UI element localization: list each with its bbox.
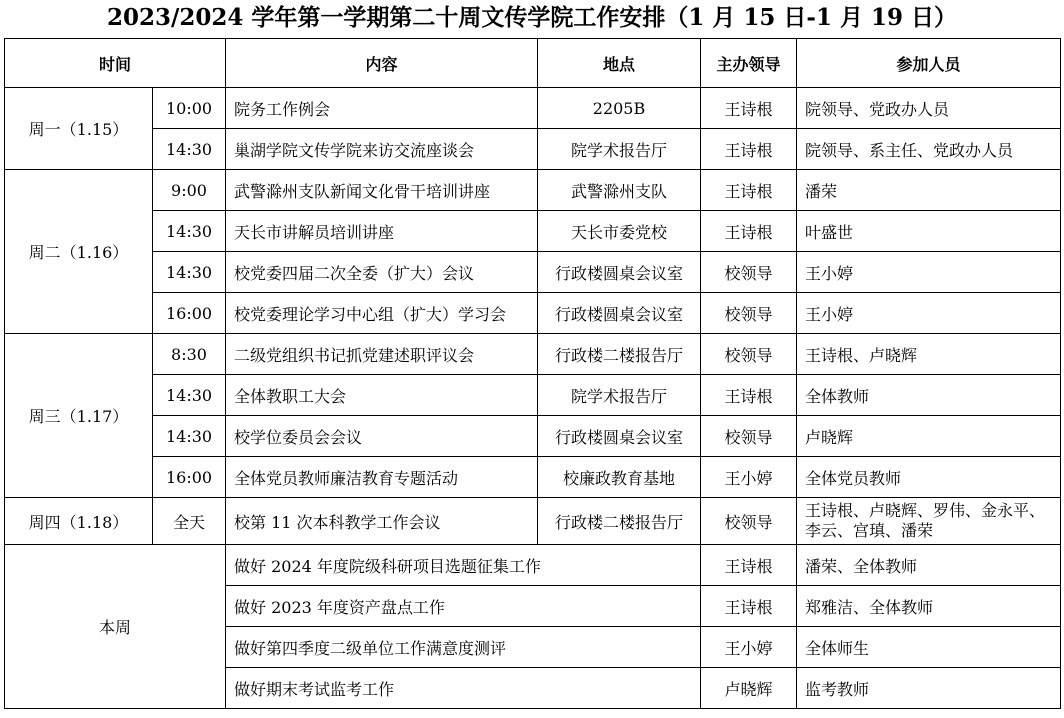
header-place: 地点 [538, 39, 701, 88]
content-cell: 全体教职工大会 [226, 375, 538, 416]
content-cell: 校党委理论学习中心组（扩大）学习会 [226, 293, 538, 334]
table-row [5, 293, 1061, 334]
attendees-cell: 监考教师 [797, 668, 1061, 709]
table-row [5, 252, 1061, 293]
header-time: 时间 [5, 39, 226, 88]
table-row [5, 375, 1061, 416]
day-label: 周三（1.17） [5, 334, 153, 498]
leader-cell: 校领导 [701, 334, 797, 375]
day-label: 周四（1.18） [5, 498, 153, 545]
table-row [5, 416, 1061, 457]
leader-cell: 王诗根 [701, 211, 797, 252]
table-row [5, 170, 1061, 211]
time-cell: 全天 [153, 498, 226, 545]
place-cell: 行政楼圆桌会议室 [538, 293, 701, 334]
place-cell: 行政楼圆桌会议室 [538, 416, 701, 457]
attendees-cell: 潘荣 [797, 170, 1061, 211]
header-row [5, 39, 1061, 88]
attendees-cell: 王小婷 [797, 293, 1061, 334]
attendees-cell: 叶盛世 [797, 211, 1061, 252]
attendees-cell: 院领导、党政办人员 [797, 88, 1061, 129]
place-cell: 天长市委党校 [538, 211, 701, 252]
time-cell: 9:00 [153, 170, 226, 211]
content-cell: 巢湖学院文传学院来访交流座谈会 [226, 129, 538, 170]
leader-cell: 王诗根 [701, 586, 797, 627]
leader-cell: 王诗根 [701, 545, 797, 586]
place-cell: 武警滁州支队 [538, 170, 701, 211]
leader-cell: 校领导 [701, 498, 797, 545]
leader-cell: 王诗根 [701, 129, 797, 170]
page-title: 2023/2024 学年第一学期第二十周文传学院工作安排（1 月 15 日-1 月 19 日） [106, 4, 958, 31]
place-cell: 2205B [538, 88, 701, 129]
content-cell: 武警滁州支队新闻文化骨干培训讲座 [226, 170, 538, 211]
header-leader: 主办领导 [701, 39, 797, 88]
attendees-cell: 王诗根、卢晓辉 [797, 334, 1061, 375]
content-cell: 院务工作例会 [226, 88, 538, 129]
leader-cell: 王诗根 [701, 170, 797, 211]
attendees-cell: 全体党员教师 [797, 457, 1061, 498]
time-cell: 16:00 [153, 293, 226, 334]
table-row [5, 545, 1061, 586]
content-cell: 天长市讲解员培训讲座 [226, 211, 538, 252]
place-cell: 校廉政教育基地 [538, 457, 701, 498]
content-cell: 校学位委员会会议 [226, 416, 538, 457]
time-cell: 16:00 [153, 457, 226, 498]
schedule-table [4, 38, 1061, 709]
content-cell: 做好第四季度二级单位工作满意度测评 [226, 627, 701, 668]
leader-cell: 校领导 [701, 416, 797, 457]
time-cell: 14:30 [153, 252, 226, 293]
content-cell: 二级党组织书记抓党建述职评议会 [226, 334, 538, 375]
day-label: 周二（1.16） [5, 170, 153, 334]
content-cell: 校第 11 次本科教学工作会议 [226, 498, 538, 545]
time-cell: 14:30 [153, 375, 226, 416]
time-cell: 10:00 [153, 88, 226, 129]
place-cell: 行政楼二楼报告厅 [538, 334, 701, 375]
attendees-cell: 王小婷 [797, 252, 1061, 293]
leader-cell: 王诗根 [701, 375, 797, 416]
attendees-cell: 潘荣、全体教师 [797, 545, 1061, 586]
header-content: 内容 [226, 39, 538, 88]
table-row [5, 334, 1061, 375]
table-row [5, 211, 1061, 252]
place-cell: 行政楼圆桌会议室 [538, 252, 701, 293]
content-cell: 做好 2024 年度院级科研项目选题征集工作 [226, 545, 701, 586]
attendees-cell: 全体师生 [797, 627, 1061, 668]
leader-cell: 校领导 [701, 252, 797, 293]
table-row [5, 498, 1061, 545]
place-cell: 院学术报告厅 [538, 375, 701, 416]
attendees-cell: 卢晓辉 [797, 416, 1061, 457]
leader-cell: 王小婷 [701, 457, 797, 498]
place-cell: 院学术报告厅 [538, 129, 701, 170]
leader-cell: 王诗根 [701, 88, 797, 129]
leader-cell: 校领导 [701, 293, 797, 334]
table-row [5, 129, 1061, 170]
content-cell: 做好 2023 年度资产盘点工作 [226, 586, 701, 627]
table-row [5, 457, 1061, 498]
content-cell: 做好期末考试监考工作 [226, 668, 701, 709]
attendees-cell: 郑雅洁、全体教师 [797, 586, 1061, 627]
content-cell: 全体党员教师廉洁教育专题活动 [226, 457, 538, 498]
table-row [5, 88, 1061, 129]
time-cell: 14:30 [153, 211, 226, 252]
attendees-cell: 院领导、系主任、党政办人员 [797, 129, 1061, 170]
leader-cell: 卢晓辉 [701, 668, 797, 709]
attendees-cell: 全体教师 [797, 375, 1061, 416]
time-cell: 8:30 [153, 334, 226, 375]
header-attendees: 参加人员 [797, 39, 1061, 88]
attendees-cell: 王诗根、卢晓辉、罗伟、金永平、李云、宫瑱、潘荣 [797, 498, 1061, 545]
content-cell: 校党委四届二次全委（扩大）会议 [226, 252, 538, 293]
leader-cell: 王小婷 [701, 627, 797, 668]
week-label: 本周 [5, 545, 226, 709]
time-cell: 14:30 [153, 416, 226, 457]
time-cell: 14:30 [153, 129, 226, 170]
place-cell: 行政楼二楼报告厅 [538, 498, 701, 545]
day-label: 周一（1.15） [5, 88, 153, 170]
